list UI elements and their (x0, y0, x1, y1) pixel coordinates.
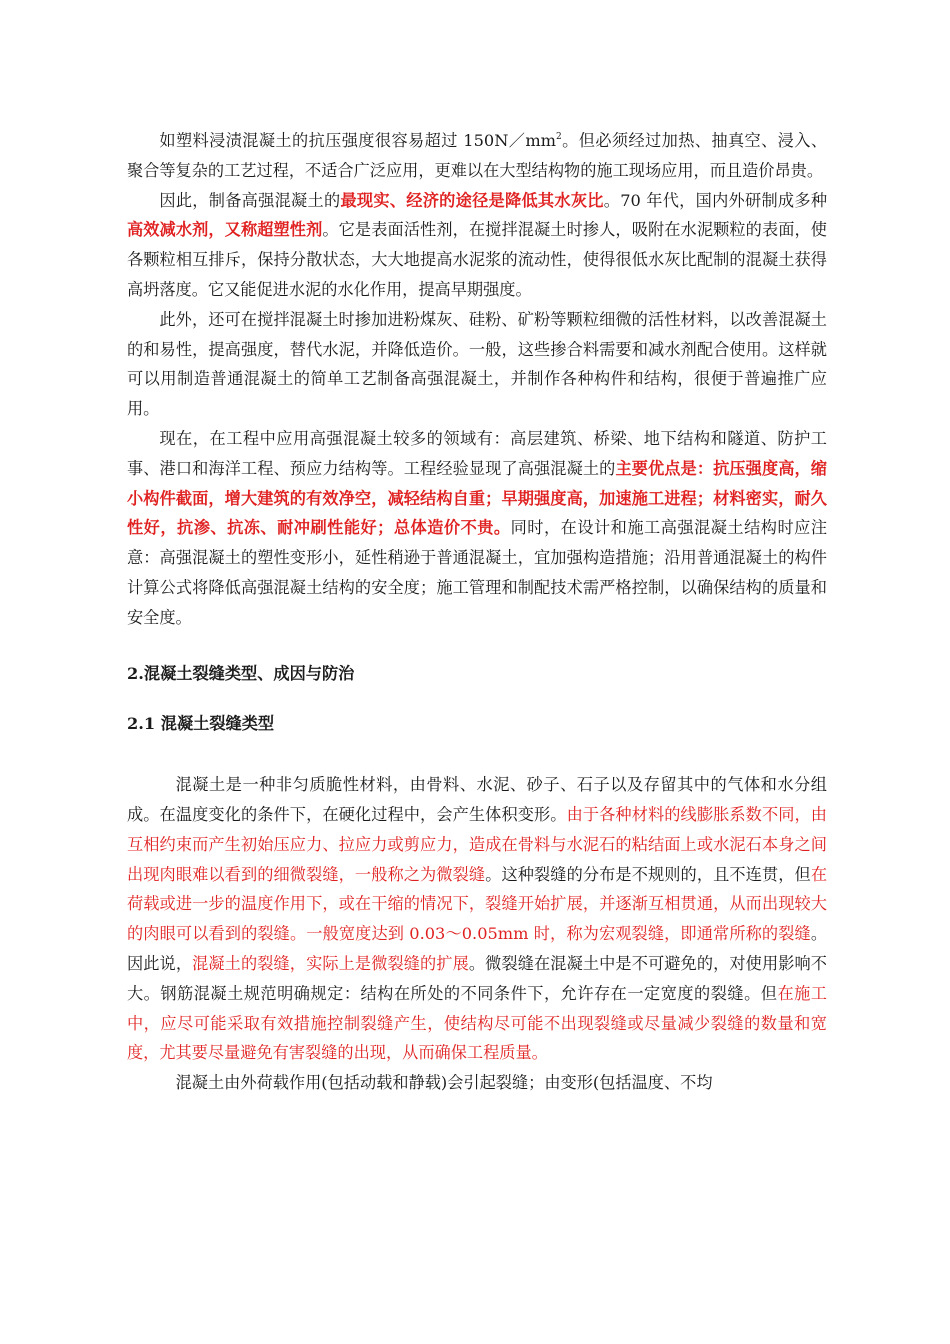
text-run: 。因此说， (127, 924, 827, 973)
section-heading: 2.混凝土裂缝类型、成因与防治 (127, 663, 355, 683)
highlight-bold-red: 主要优点是：抗压强度高，缩小构件截面，增大建筑的有效净空，减轻结构自重；早期强度高，加速施工进程；材料密实，耐久性好，抗渗、抗冻、耐冲刷性能好；总体造价不贵。 (127, 458, 827, 538)
paragraph-crack-types (127, 770, 827, 1068)
subsection-heading: 2.1 混凝土裂缝类型 (127, 714, 275, 734)
superscript: 2 (556, 132, 562, 142)
paragraph-plastic-impregnated (127, 126, 827, 186)
text-run: 。但必须经过加热、抽真空、浸入、聚合等复杂的工艺过程，不适合广泛应用，更难以在大型结构物的施工现场应用，而且造价昂贵。 (127, 131, 828, 180)
highlight-bold-red: 高效减水剂，又称超塑性剂 (127, 220, 323, 240)
highlight-red: 混凝土的裂缝，实际上是微裂缝的扩展 (192, 953, 469, 973)
text-run: 现在，在工程中应用高强混凝土较多的领域有：高层建筑、桥梁、地下结构和隧道、防护工事、港口和海洋工程、预应力结构等。工程经验显现了高强混凝土的 (127, 428, 827, 478)
document-page (127, 126, 827, 1098)
text-run: 因此，制备高强混凝土的 (159, 190, 341, 210)
text-run: 。微裂缝在混凝土中是不可避免的，对使用影响不大。钢筋混凝土规范明确规定：结构在所处的不同条件下，允许存在一定宽度的裂缝。但 (127, 953, 827, 1003)
text-run: 混凝土是一种非匀质脆性材料，由骨料、水泥、砂子、石子以及存留其中的气体和水分组成。在温度变化的条件下，在硬化过程中，会产生体积变形。 (127, 775, 827, 824)
text-run: 。这种裂缝的分布是不规则的，且不连贯，但 (485, 864, 811, 884)
highlight-red: 在施工中，应尽可能采取有效措施控制裂缝产生，使结构尽可能不出现裂缝或尽量减少裂缝的数量和宽度，尤其要尽量避免有害裂缝的出现，从而确保工程质量。 (127, 983, 827, 1063)
highlight-red: 在荷载或进一步的温度作用下，或在干缩的情况下，裂缝开始扩展，并逐渐互相贯通，从而出现较大的肉眼可以看到的裂缝。一般宽度达到 0.03～0.05mm 时，称为宏观裂缝，即通常所称的裂缝 (127, 864, 827, 944)
text-run: 。它是表面活性剂，在搅拌混凝土时掺人，吸附在水泥颗粒的表面，使各颗粒相互排斥，保持分散状态，大大地提高水泥浆的流动性，使得很低水灰比配制的混凝土获得高坍落度。它又能促进水泥的水化作用，提高早期强度。 (127, 220, 827, 299)
paragraph-load-cracks: 混凝土由外荷载作用(包括动载和静载)会引起裂缝；由变形(包括温度、不均 (175, 1073, 713, 1093)
text-run: 。70 年代，国内外研制成多种 (603, 190, 828, 210)
paragraph-applications (127, 424, 827, 633)
highlight-bold-red: 最现实、经济的途径是降低其水灰比 (340, 190, 604, 210)
highlight-red: 由于各种材料的线膨胀系数不同，由互相约束而产生初始压应力、拉应力或剪应力，造成在骨料与水泥石的粘结面上或水泥石本身之间出现肉眼难以看到的细微裂缝，一般称之为微裂缝 (127, 804, 827, 884)
text-run: 同时，在设计和施工高强混凝土结构时应注意：高强混凝土的塑性变形小，延性稍逊于普通混凝土，宜加强构造措施；沿用普通混凝土的构件计算公式将降低高强混凝土结构的安全度；施工管理和制配技术需严格控制，以确保结构的质量和安全度。 (127, 518, 828, 627)
paragraph-water-cement-ratio (127, 186, 827, 305)
paragraph-admixtures: 此外，还可在搅拌混凝土时掺加进粉煤灰、硅粉、矿粉等颗粒细微的活性材料，以改善混凝土的和易性，提高强度，替代水泥，并降低造价。一般，这些掺合料需要和减水剂配合使用。这样就可以用制造普通混凝土的简单工艺制备高强混凝土，并制作各种构件和结构，很便于普遍推广应用。 (127, 309, 827, 419)
text-run: 如塑料浸渍混凝土的抗压强度很容易超过 150N／mm (159, 131, 557, 150)
